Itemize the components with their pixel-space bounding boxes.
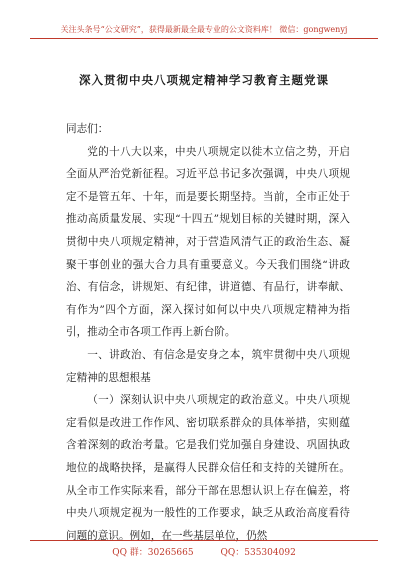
document-title: 深入贯彻中央八项规定精神学习教育主题党课 (79, 73, 329, 87)
paragraph-intro: 党的十八大以来，中央八项规定以徙木立信之势，开启全面从严治党新征程。习近平总书记多次强调，中央八项规定不是管五年、十年，而是要长期坚持。当前，全市正处于推动高质量发展、实现“十四五”规划目标的关键时期，深入贯彻中央八项规定精神，对于营造风清气正的政治生态、凝聚干事创业的强大合力具有重要意义。今天我们围绕“讲政治、有信念，讲规矩、有纪律，讲道德、有品行，讲奉献、有作为”四个方面，深入探讨如何以中央八项规定精神为指引，推动全市各项工作再上新台阶。 (66, 145, 350, 339)
footer-qq: QQ：535304092 (220, 548, 296, 558)
footer-contact (30, 540, 378, 558)
paragraph-1-1: （一）深刻认识中央八项规定的政治意义。中央八项规定看似是改进工作作风、密切联系群众的具体举措，实则蕴含着深刻的政治考量。它是我们党加强自身建设、巩固执政地位的战略抉择，是赢得人民群众信任和支持的关键所在。从全市工作实际来看，部分干部在思想认识上存在偏差，将中央八项规定视为一般性的工作要求，缺乏从政治高度看待问题的意识。例如，在一些基层单位，仍然 (66, 394, 350, 542)
footer-qq-group: QQ 群：30265665 (112, 548, 194, 558)
document-body (66, 118, 350, 547)
header-notice: 关注头条号“公文研究”，获得最新最全最专业的公文资料库！ 微信：gongwenyj (30, 24, 378, 39)
section-heading-1: 一、讲政治、有信念是安身之本，筑牢贯彻中央八项规定精神的思想根基 (66, 348, 350, 384)
salutation: 同志们： (66, 123, 109, 135)
